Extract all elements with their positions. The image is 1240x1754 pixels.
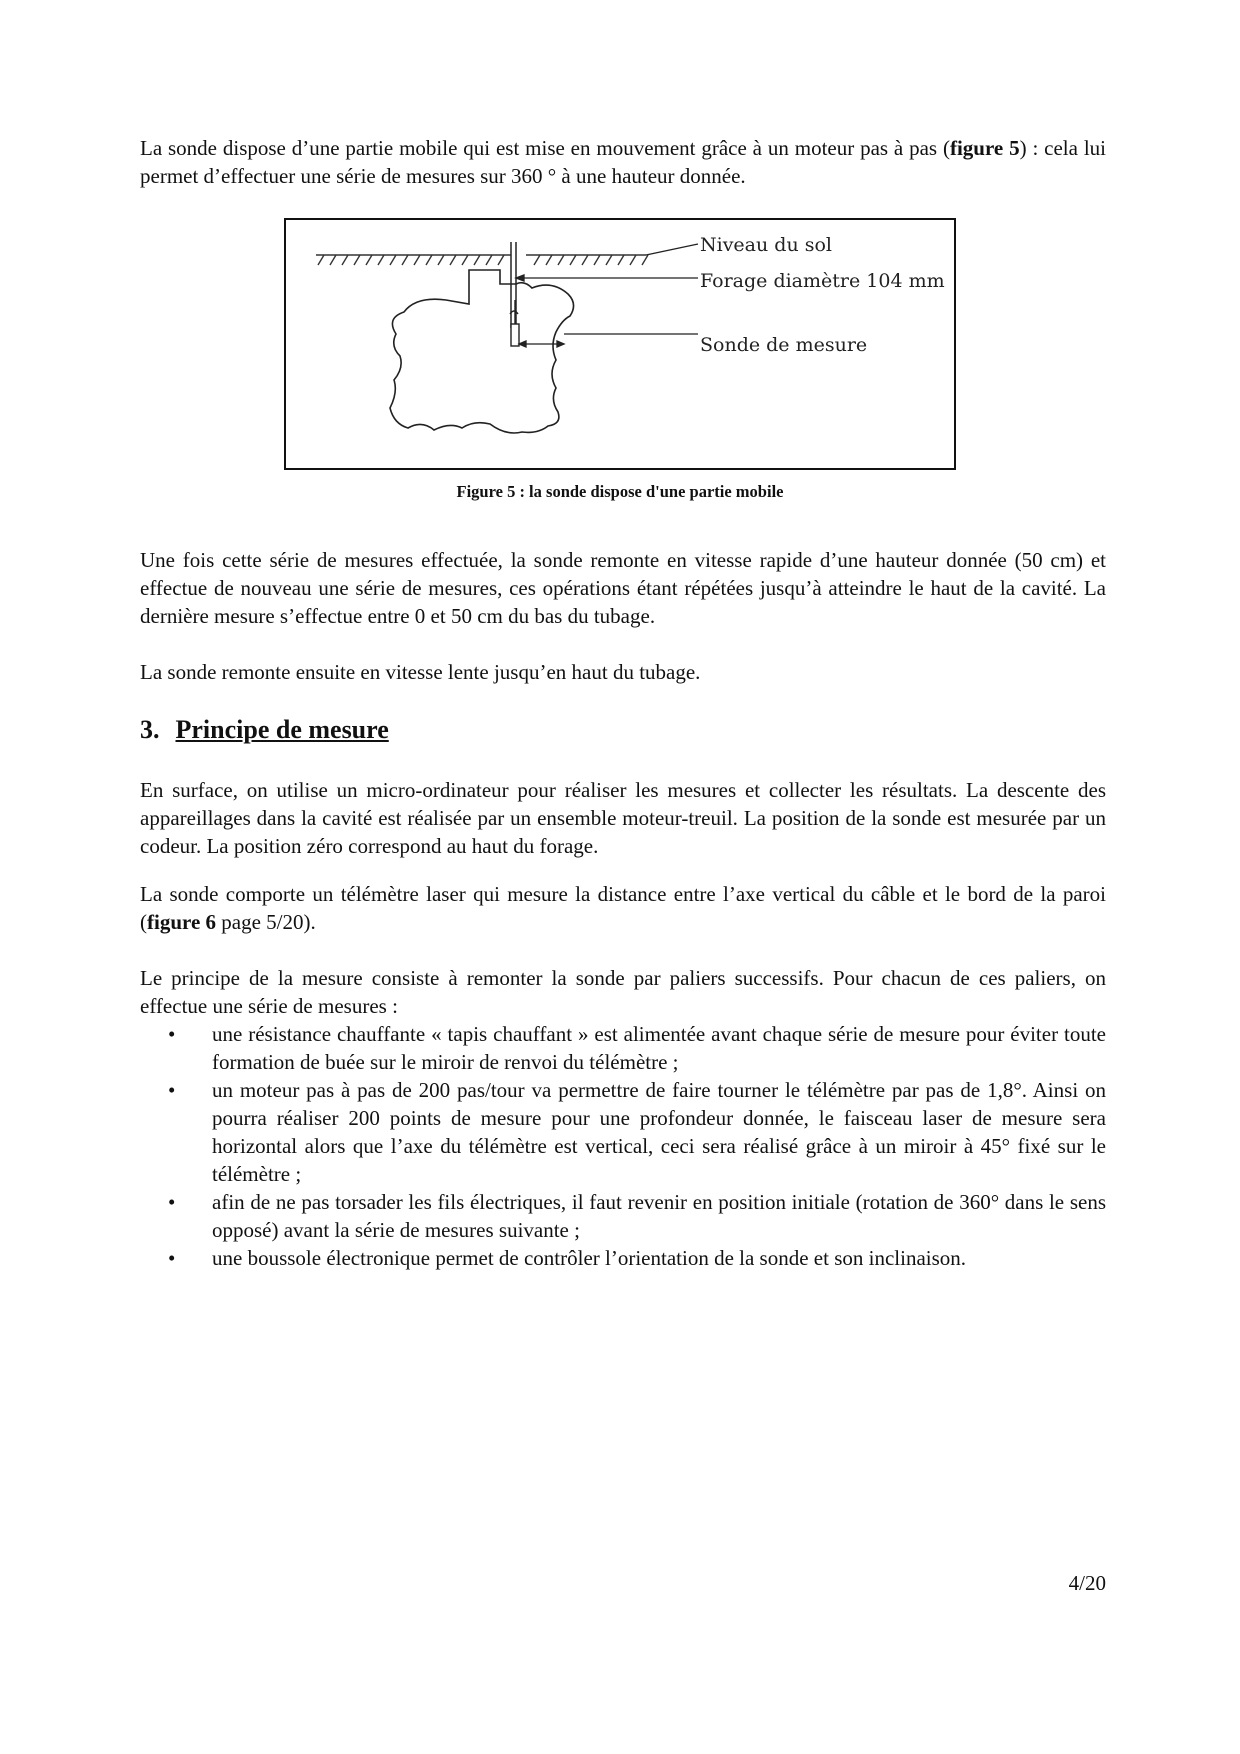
hatch-tick — [570, 255, 576, 265]
bullet-icon: • — [168, 1190, 176, 1214]
section-heading — [140, 714, 389, 746]
hatch-tick — [558, 255, 564, 265]
hatch-tick — [438, 255, 444, 265]
cavity-outline — [390, 270, 574, 433]
hatch-tick — [498, 255, 504, 265]
hatch-tick — [426, 255, 432, 265]
hatch-tick — [318, 255, 324, 265]
telemeter-text-a: La sonde comporte un télémètre laser qui mesure la distance entre l’axe vertical du câble et le bord de la paroi ( — [140, 882, 1106, 934]
hatch-tick — [546, 255, 552, 265]
list-item-text: une boussole électronique permet de contrôler l’orientation de la sonde et son inclinaison. — [212, 1246, 967, 1270]
intro-text-b: ) : cela lui permet d’effectuer une série de mesures sur 360 ° à une hauteur donnée. — [140, 136, 1106, 188]
intro-paragraph — [140, 134, 1106, 190]
hatch-tick — [402, 255, 408, 265]
list-item-text: un moteur pas à pas de 200 pas/tour va permettre de faire tourner le télémètre par pas de 1,8°. Ainsi on pourra réaliser 200 points de mesure pour une profondeur donnée, le faisceau laser de mesure sera horizontal alors que l’axe du télémètre est vertical, ceci sera réalisé grâce à un miroir à 45° fixé sur le télémètre ; — [212, 1078, 1106, 1186]
list-item — [140, 1076, 1106, 1188]
hatch-tick — [594, 255, 600, 265]
section-title: Principe de mesure — [175, 715, 389, 744]
surface-paragraph: En surface, on utilise un micro-ordinateur pour réaliser les mesures et collecter les résultats. La descente des appareillages dans la cavité est réalisée par un ensemble moteur-treuil. La position de la sonde est mesurée par un codeur. La position zéro correspond au haut du forage. — [140, 778, 1106, 858]
figure-5-diagram — [284, 218, 956, 470]
label-leader-lines — [516, 244, 698, 334]
hatch-tick — [642, 255, 648, 265]
figure-5-reference: figure 5 — [949, 136, 1020, 160]
intro-text-a: La sonde dispose d’une partie mobile qui est mise en mouvement grâce à un moteur pas à pas ( — [140, 136, 950, 160]
list-item-text: une résistance chauffante « tapis chauffant » est alimentée avant chaque série de mesure pour éviter toute formation de buée sur le miroir de renvoi du télémètre ; — [212, 1022, 1106, 1074]
hatch-tick — [462, 255, 468, 265]
borehole-diameter-label: Forage diamètre 104 mm — [700, 270, 945, 292]
hatch-tick — [486, 255, 492, 265]
list-item — [140, 1188, 1106, 1244]
list-item — [140, 1244, 1106, 1272]
section-number: 3. — [140, 715, 160, 744]
hatch-tick — [414, 255, 420, 265]
bullet-icon: • — [168, 1022, 176, 1046]
hatch-tick — [378, 255, 384, 265]
hatch-tick — [630, 255, 636, 265]
probe-label: Sonde de mesure — [700, 334, 868, 356]
hatch-tick — [390, 255, 396, 265]
ground-level-label: Niveau du sol — [700, 234, 832, 256]
ground-hatching — [316, 255, 648, 265]
hatch-tick — [366, 255, 372, 265]
hatch-tick — [330, 255, 336, 265]
hatch-tick — [474, 255, 480, 265]
list-item-text: afin de ne pas torsader les fils électriques, il faut revenir en position initiale (rotation de 360° dans le sens opposé) avant la série de mesures suivante ; — [212, 1190, 1106, 1242]
bullet-icon: • — [168, 1078, 176, 1102]
ascent-paragraph: Une fois cette série de mesures effectuée, la sonde remonte en vitesse rapide d’une hauteur donnée (50 cm) et effectue de nouveau une série de mesures, ces opérations étant répétées jusqu’à atteindre le haut de la cavité. La dernière mesure s’effectue entre 0 et 50 cm du bas du tubage. — [140, 548, 1106, 628]
laser-beam-arrow — [519, 341, 564, 347]
list-item — [140, 1020, 1106, 1076]
slow-ascent-paragraph: La sonde remonte ensuite en vitesse lente jusqu’en haut du tubage. — [140, 660, 701, 684]
telemeter-text-b: page 5/20). — [216, 910, 316, 934]
figure-5-caption: Figure 5 : la sonde dispose d'une partie mobile — [456, 482, 784, 501]
page-number: 4/20 — [1068, 1571, 1106, 1595]
hatch-tick — [342, 255, 348, 265]
hatch-tick — [534, 255, 540, 265]
hatch-tick — [450, 255, 456, 265]
measurement-steps-list — [140, 1020, 1106, 1272]
hatch-tick — [606, 255, 612, 265]
hatch-tick — [354, 255, 360, 265]
figure-6-reference: figure 6 — [147, 910, 217, 934]
telemeter-paragraph — [140, 880, 1106, 936]
bullet-icon: • — [168, 1246, 176, 1270]
hatch-tick — [582, 255, 588, 265]
hatch-tick — [618, 255, 624, 265]
principle-paragraph: Le principe de la mesure consiste à remonter la sonde par paliers successifs. Pour chacun de ces paliers, on effectue une série de mesures : — [140, 966, 1106, 1018]
